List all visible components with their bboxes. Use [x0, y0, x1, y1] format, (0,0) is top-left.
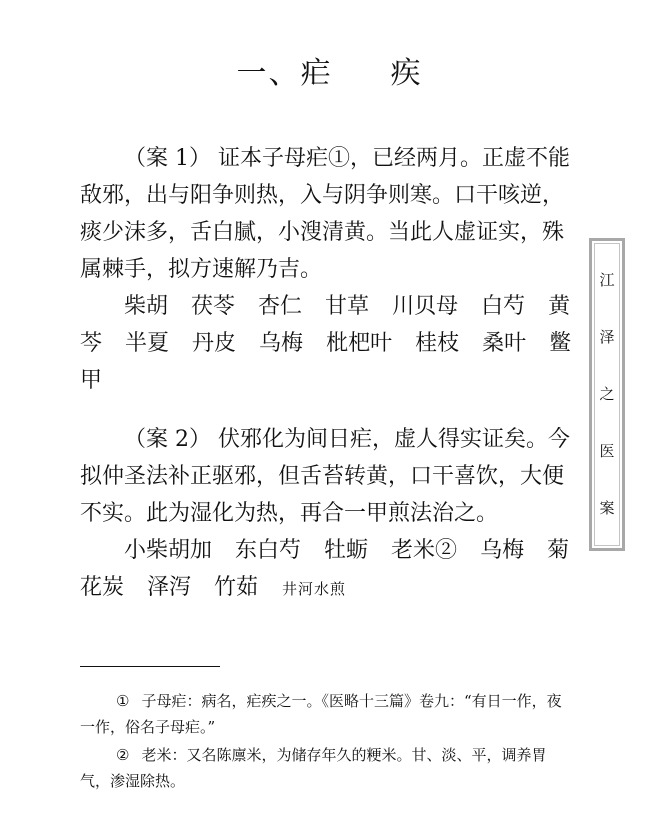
- sidebar-char: 江: [599, 271, 615, 289]
- footnote-text: 老米：又名陈廪米，为储存年久的粳米。甘、淡、平，调养胃气，渗湿除热。: [80, 746, 547, 790]
- herb: 牡蛎: [324, 538, 369, 563]
- footnote-marker: ②: [116, 746, 130, 764]
- footnote-2: [80, 742, 574, 794]
- herb: 竹茹: [214, 575, 259, 600]
- main-body: [80, 140, 580, 608]
- sidebar-char: 案: [599, 499, 615, 517]
- page-title: [0, 48, 659, 92]
- title-part-2: 疾: [390, 56, 423, 91]
- herb: 川贝母: [392, 294, 459, 319]
- sidebar-char: 医: [599, 442, 615, 460]
- herb: 黄芩: [80, 294, 571, 356]
- herb: 枇杷叶: [326, 331, 393, 356]
- case-2-text: （案 2） 伏邪化为间日疟，虚人得实证矣。今拟仲圣法补正驱邪，但舌苔转黄，口干喜饮，大便不实。此为湿化为热，再合一甲煎法治之。: [80, 427, 570, 526]
- herb: 甘草: [325, 294, 370, 319]
- herb: 乌梅: [259, 331, 304, 356]
- herb: 柴胡: [124, 294, 169, 319]
- herb: 丹皮: [192, 331, 237, 356]
- herb: 鳖甲: [80, 331, 572, 393]
- herb: 小柴胡加: [124, 538, 213, 563]
- preparation-note: 井河水煎: [282, 580, 347, 598]
- herb: 半夏: [125, 331, 170, 356]
- herb: 老米②: [391, 538, 458, 563]
- case-1-text: （案 1） 证本子母疟①，已经两月。正虚不能敌邪，出与阳争则热，入与阴争则寒。口干咳逆，痰少沫多，舌白腻，小溲清黄。当此人虚证实，殊属棘手，拟方速解乃吉。: [80, 146, 570, 282]
- herb: 茯苓: [191, 294, 236, 319]
- title-part-1: 一、疟: [236, 56, 333, 91]
- herb: 泽泻: [147, 575, 192, 600]
- herb: 乌梅: [480, 538, 525, 563]
- herb: 杏仁: [258, 294, 303, 319]
- herb: 桂枝: [415, 331, 460, 356]
- footnote-1: [80, 688, 574, 740]
- footnote-divider: [80, 666, 220, 667]
- footnotes: [80, 688, 574, 796]
- sidebar-char: 之: [599, 385, 615, 403]
- footnote-marker: ①: [116, 692, 130, 710]
- herb: 白芍: [481, 294, 526, 319]
- case-1-prescription: [80, 288, 580, 399]
- footnote-text: 子母疟：病名，疟疾之一。《医略十三篇》卷九：“有日一作，夜一作，俗名子母疟。”: [80, 692, 562, 736]
- case-2-prescription: [80, 532, 580, 608]
- herb: 东白芍: [235, 538, 302, 563]
- herb: 桑叶: [482, 331, 527, 356]
- running-head-sidebar: [589, 238, 625, 551]
- sidebar-char: 泽: [599, 328, 615, 346]
- herb: 菊花炭: [80, 538, 570, 600]
